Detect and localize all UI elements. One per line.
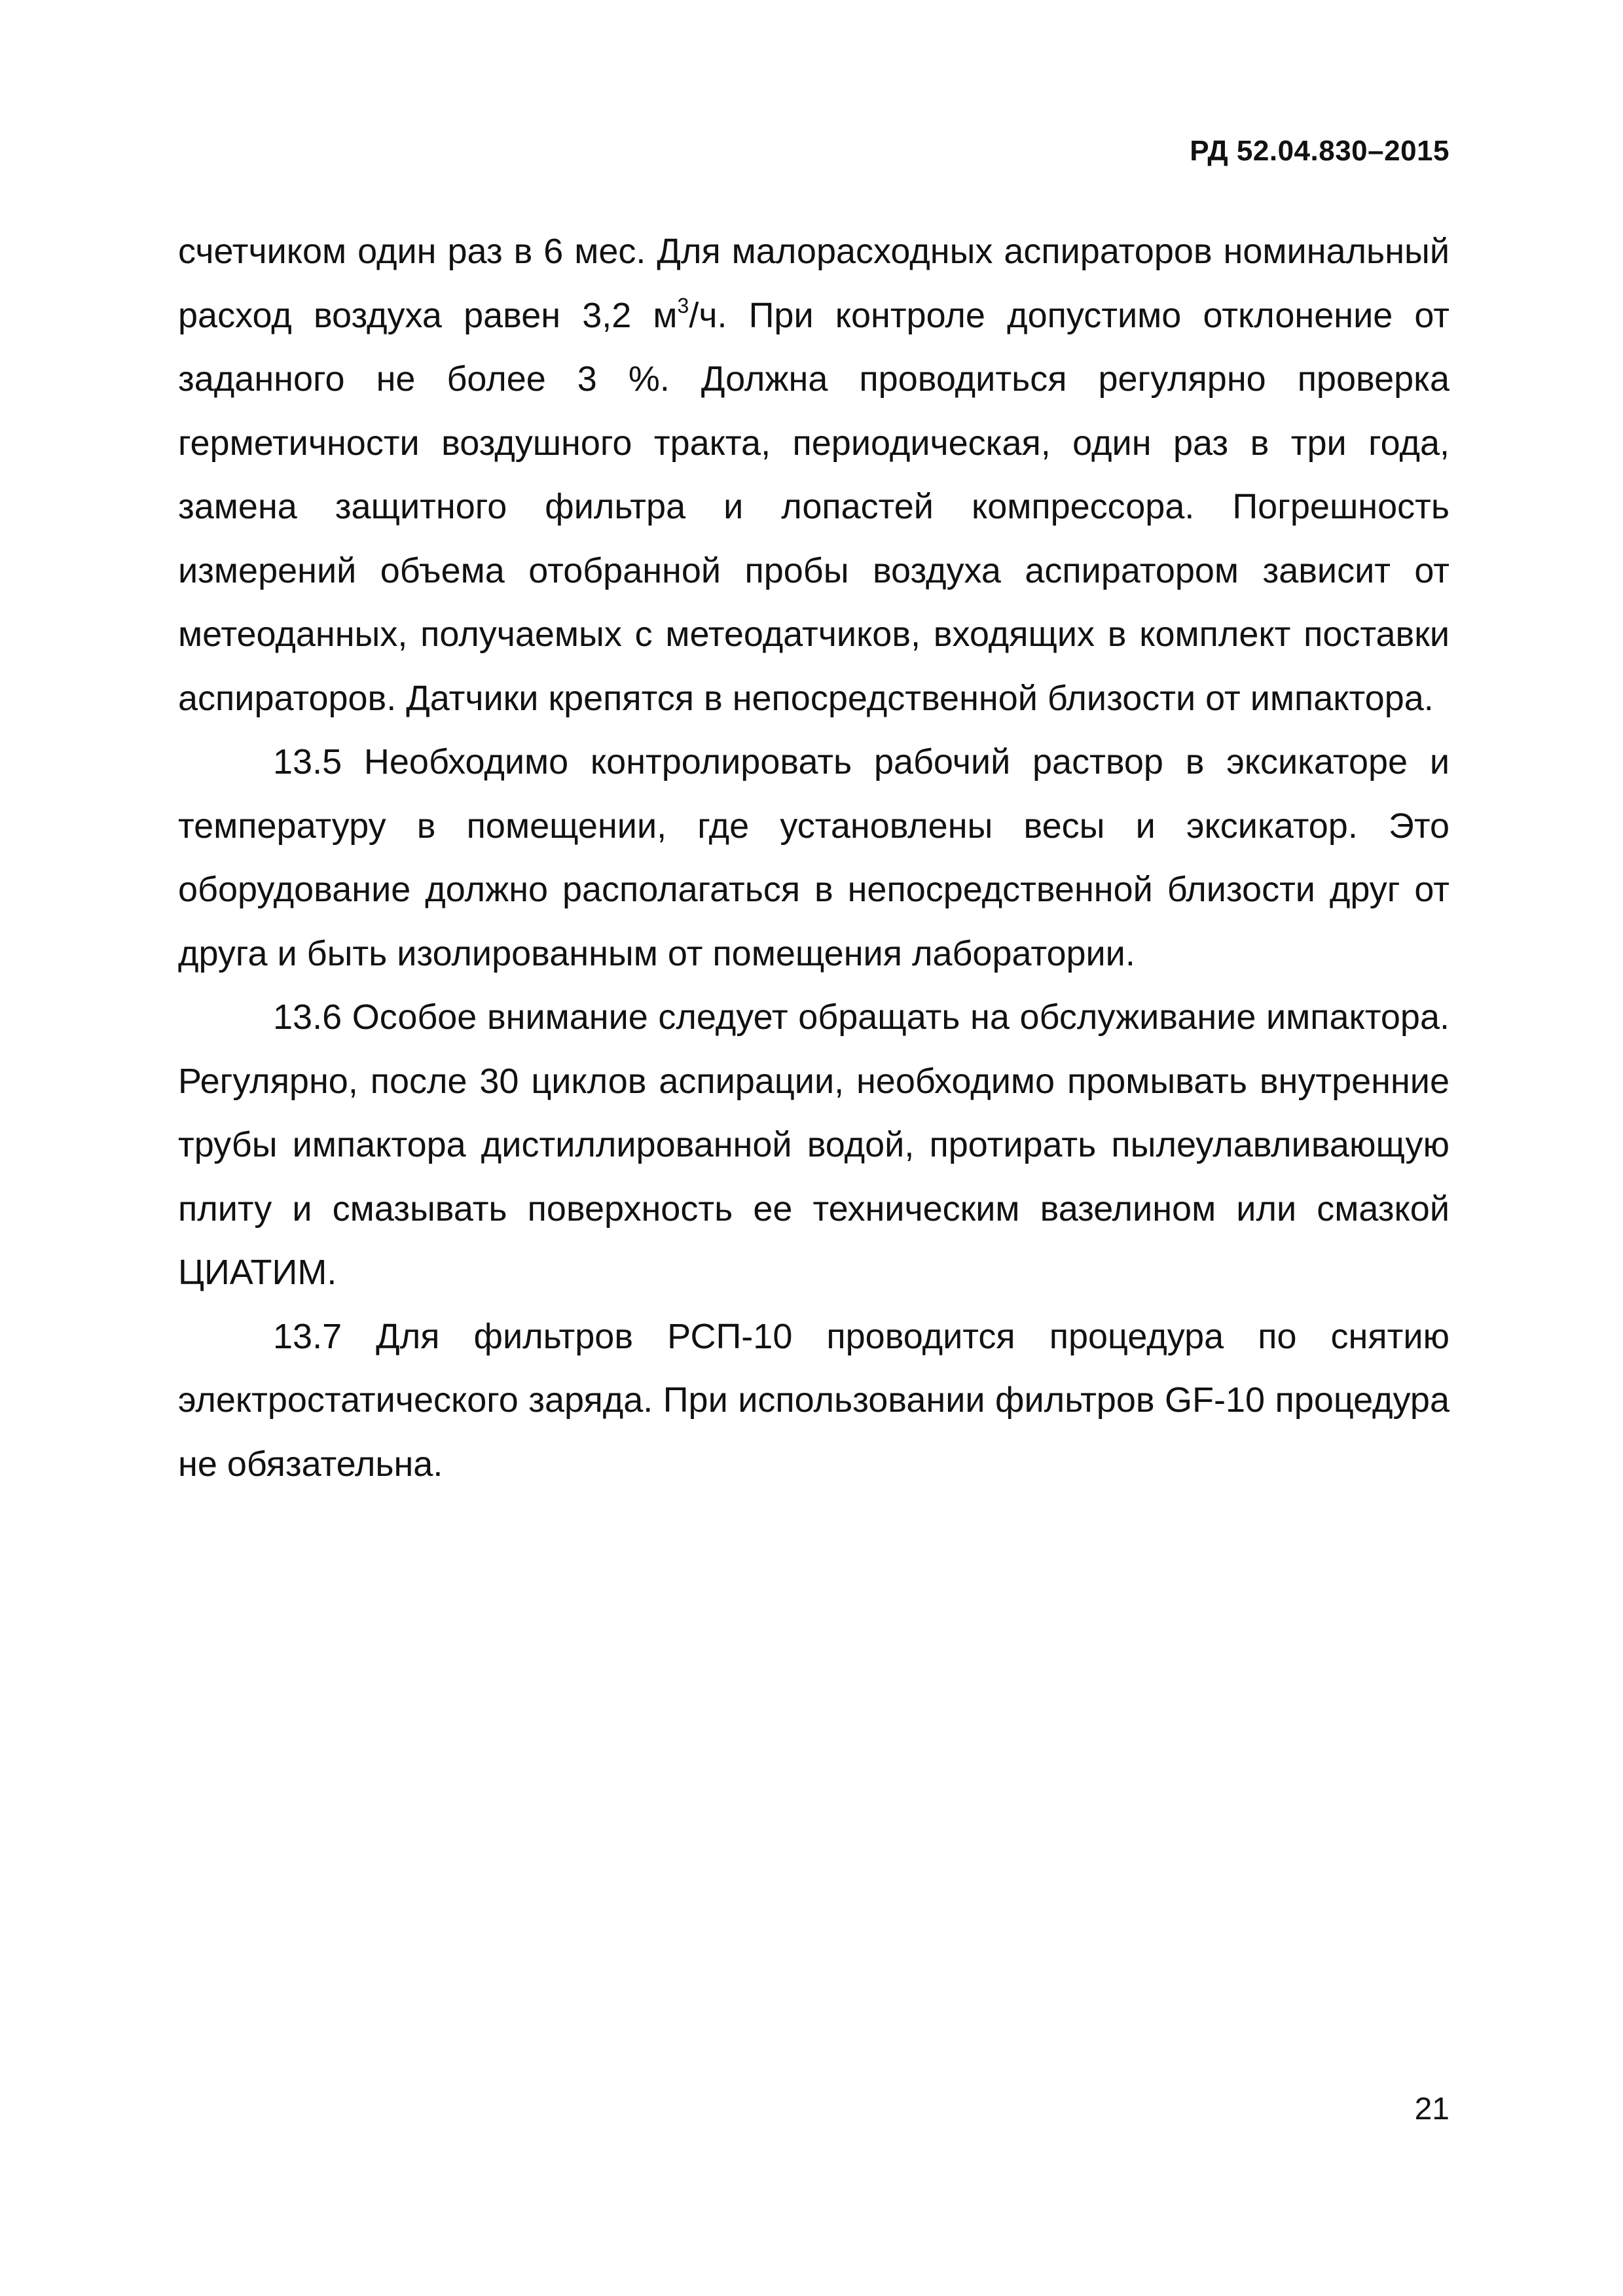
- paragraph-continuation: [178, 220, 1450, 730]
- document-body: [178, 220, 1450, 1496]
- paragraph-13-7: 13.7 Для фильтров РСП-10 проводится процедура по снятию электростатического заряда. При использовании фильтров GF-10 процедура не обязательна.: [178, 1316, 1450, 1484]
- paragraph-text: счетчиком один раз в 6 мес. Для малорасходных аспираторов номинальный расход воздуха равен 3,2 м: [178, 232, 1450, 335]
- page-number: 21: [1414, 2092, 1450, 2126]
- superscript: 3: [677, 293, 689, 317]
- paragraph-text: /ч. При контроле допустимо отклонение от заданного не более 3 %. Должна проводиться регулярно проверка герметичности воздушного тракта, периодическая, один раз в три года, замена защитного фильтра и лопастей компрессора. Погрешность измерений объема отобранной пробы воздуха аспиратором зависит от метеоданных, получаемых с метеодатчиков, входящих в комплект поставки аспираторов. Датчики крепятся в непосредственной близости от импактора.: [178, 295, 1450, 718]
- paragraph-13-6: 13.6 Особое внимание следует обращать на обслуживание импактора. Регулярно, после 30 циклов аспирации, необходимо промывать внутренние трубы импактора дистиллированной водой, протирать пылеулавливающую плиту и смазывать поверхность ее техническим вазелином или смазкой ЦИАТИМ.: [178, 997, 1450, 1292]
- paragraph-13-5: 13.5 Необходимо контролировать рабочий раствор в эксикаторе и температуру в помещении, где установлены весы и эксикатор. Это оборудование должно располагаться в непосредственной близости друг от друга и быть изолированным от помещения лаборатории.: [178, 742, 1450, 973]
- document-code: РД 52.04.830–2015: [1190, 135, 1450, 167]
